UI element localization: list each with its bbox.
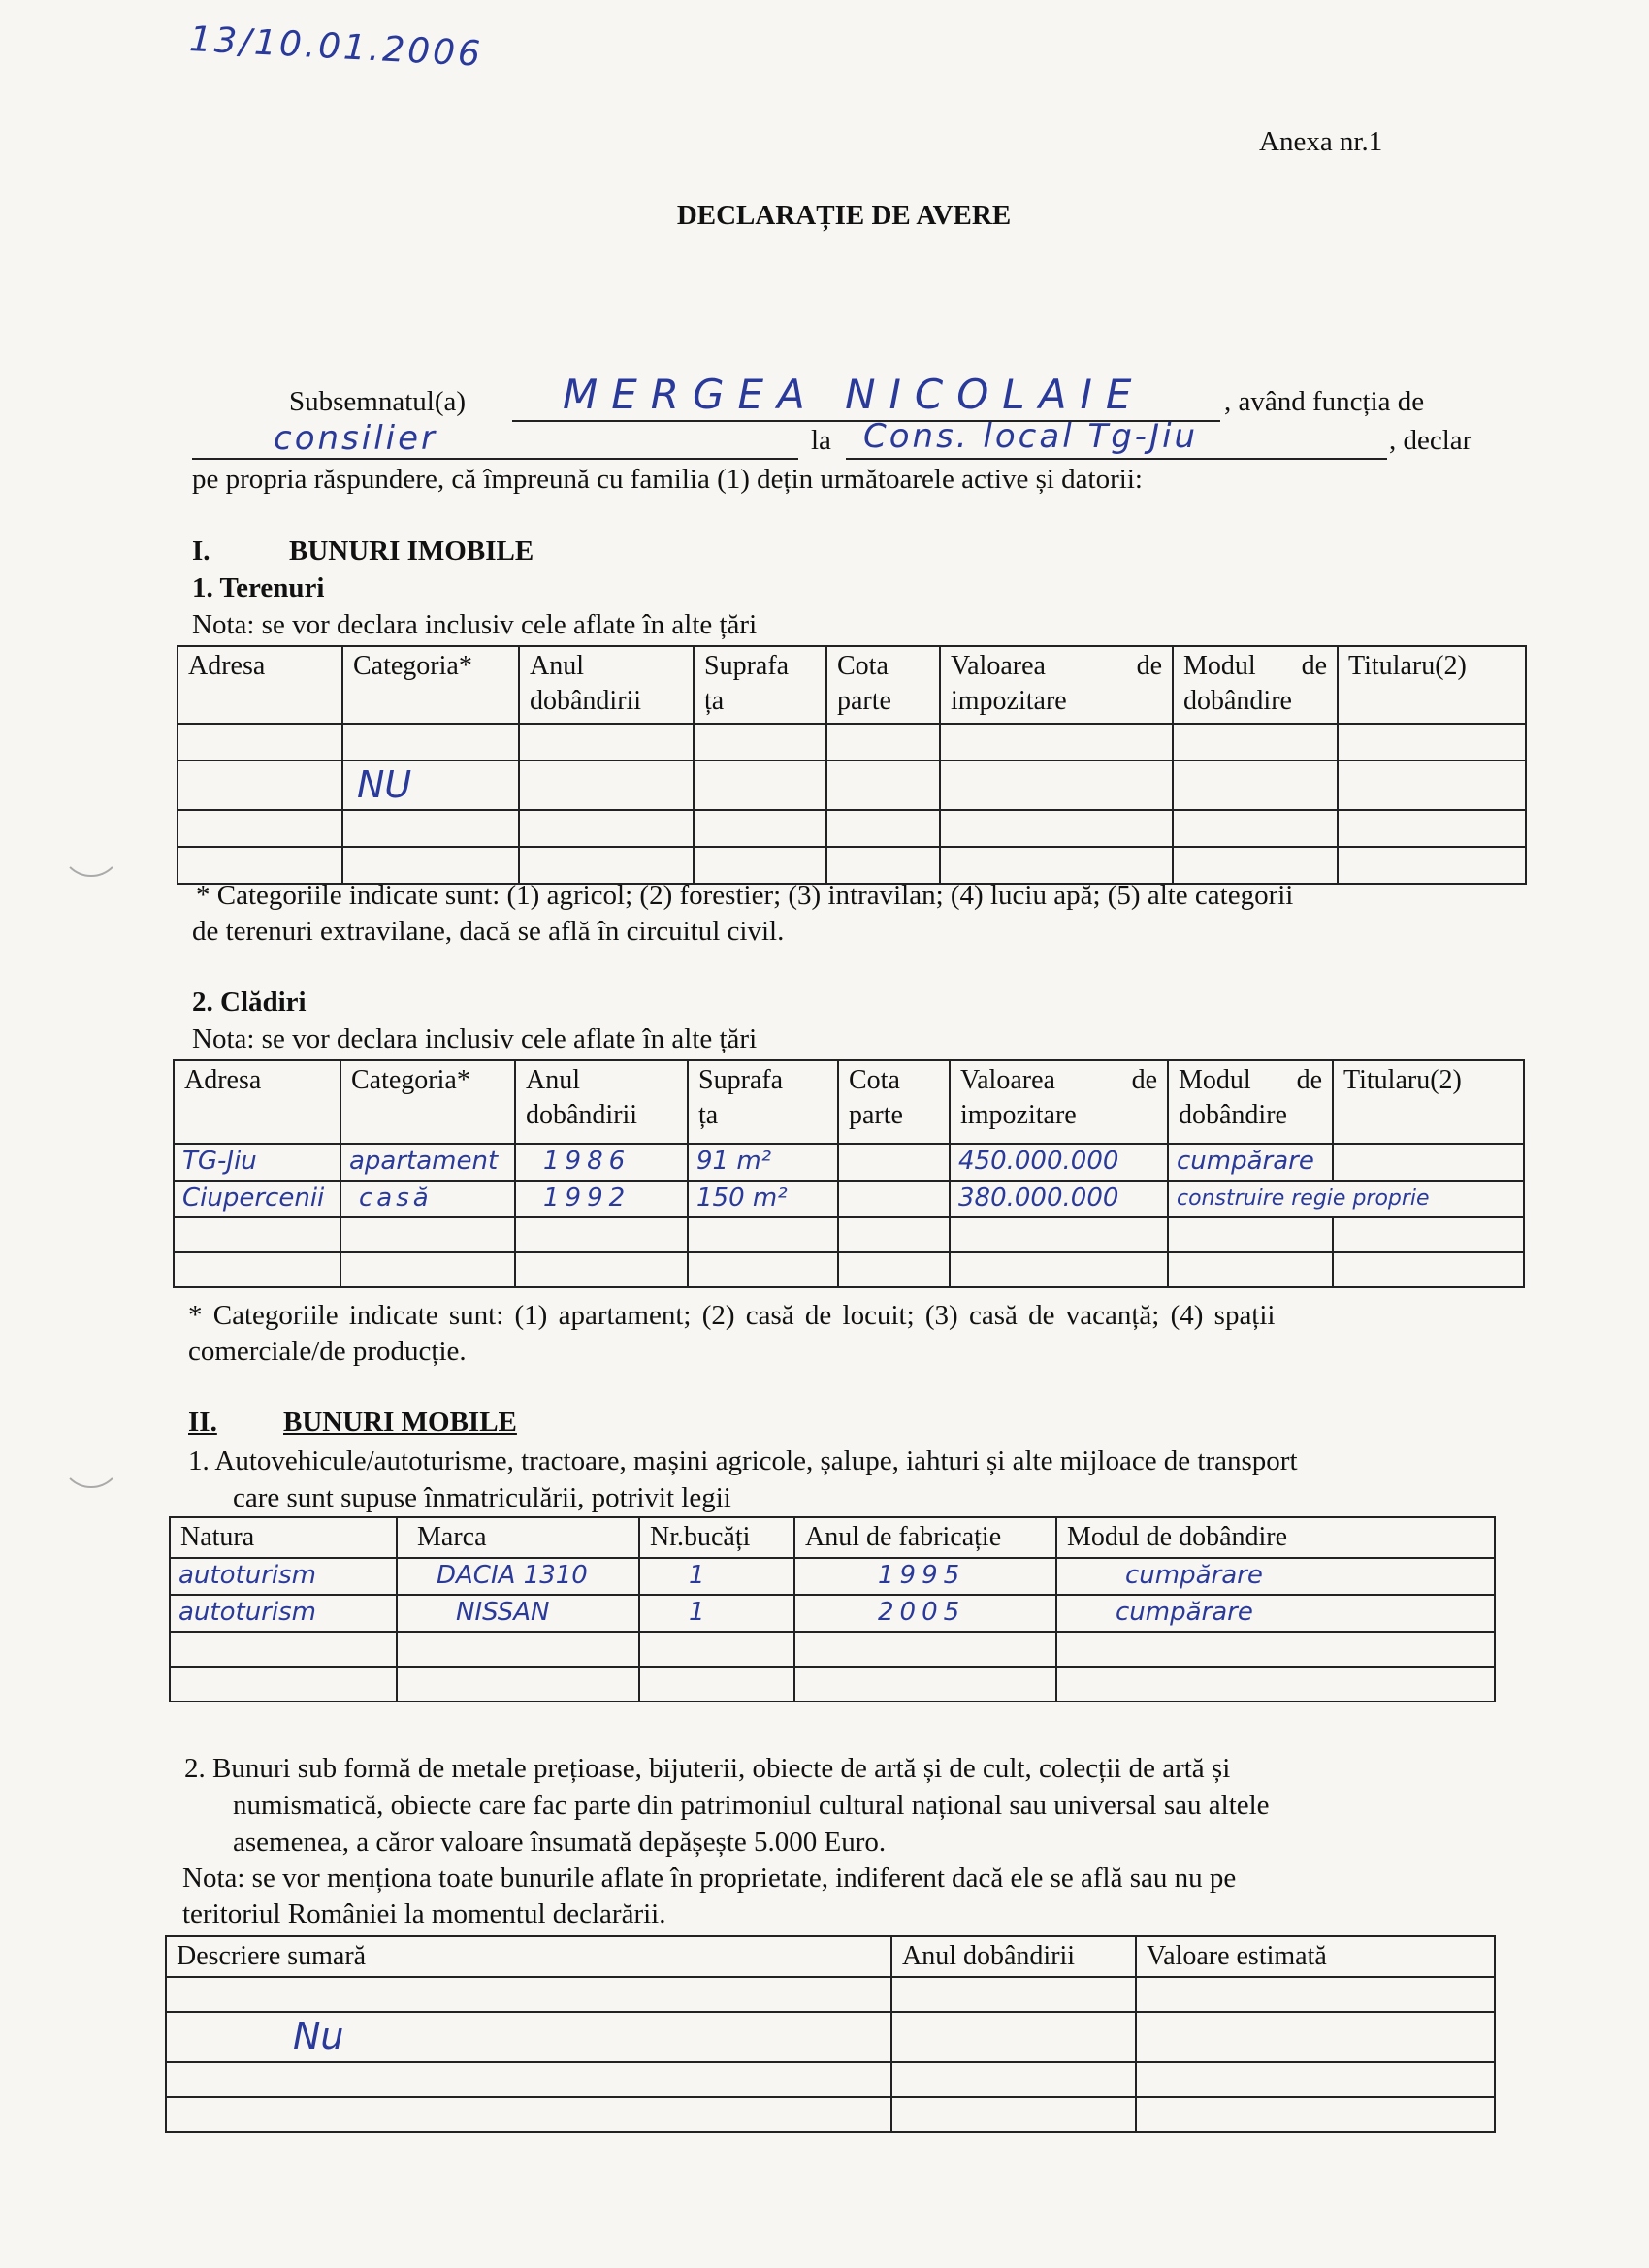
col-header-descriere: Descriere sumară xyxy=(166,1936,891,1977)
cell-natura: autoturism xyxy=(170,1558,397,1595)
col-header-cota: Cota parte xyxy=(838,1060,950,1144)
section1-roman: I. xyxy=(192,535,210,567)
cell-adresa: TG-Jiu xyxy=(174,1144,340,1181)
table-row xyxy=(170,1558,1495,1595)
col-header-valoare: Valoare estimată xyxy=(1136,1936,1495,1977)
cell-suprafata: 91 m² xyxy=(688,1144,838,1181)
cell-nr-bucati: 1 xyxy=(639,1595,794,1632)
cell-marca: NISSAN xyxy=(397,1595,639,1632)
cell-anul-fabricatie: 1995 xyxy=(794,1558,1056,1595)
bunuri-note-1: Nota: se vor menționa toate bunurile aflate în proprietate, indiferent dacă ele se află sau nu pe xyxy=(182,1863,1237,1894)
vehicule-header-row xyxy=(170,1517,1495,1558)
col-header-adresa: Adresa xyxy=(178,646,342,724)
col-header-titular: Titularu(2) xyxy=(1338,646,1526,724)
col-header-categoria: Categoria* xyxy=(342,646,519,724)
cell-modul: cumpărare xyxy=(1168,1144,1333,1181)
col-header-natura: Natura xyxy=(170,1517,397,1558)
cell-cota xyxy=(838,1144,950,1181)
vehicule-text-2: care sunt supuse înmatriculării, potrivit legii xyxy=(233,1482,731,1513)
table-row xyxy=(170,1595,1495,1632)
col-header-anul-fabricatie: Anul de fabricație xyxy=(794,1517,1056,1558)
cladiri-note: Nota: se vor declara inclusiv cele aflate în alte țări xyxy=(192,1023,758,1054)
institutia-value: Cons. local Tg-Jiu xyxy=(863,417,1199,456)
terenuri-footnote-2: de terenuri extravilane, dacă se află în circuitul civil. xyxy=(192,916,785,947)
col-header-suprafata: Suprafa ța xyxy=(688,1060,838,1144)
bunuri-table xyxy=(165,1935,1496,2133)
cell-suprafata: 150 m² xyxy=(688,1181,838,1217)
terenuri-handwritten-nu: NU xyxy=(357,763,412,806)
col-header-suprafata: Suprafa ța xyxy=(694,646,826,724)
table-row xyxy=(178,724,1526,761)
cell-natura: autoturism xyxy=(170,1595,397,1632)
table-row xyxy=(166,2012,1495,2061)
col-header-cota: Cota parte xyxy=(826,646,940,724)
cell-adresa: Ciupercenii xyxy=(174,1181,340,1217)
table-row xyxy=(178,847,1526,884)
table-row xyxy=(174,1181,1524,1217)
cladiri-heading: 2. Clădiri xyxy=(192,987,307,1018)
bunuri-text-1: 2. Bunuri sub formă de metale prețioase, bijuterii, obiecte de artă și de cult, colecții de artă și xyxy=(184,1753,1231,1784)
table-row xyxy=(178,761,1526,810)
bunuri-note-2: teritoriul României la momentul declarării. xyxy=(182,1898,666,1929)
col-header-titular: Titularu(2) xyxy=(1333,1060,1524,1144)
col-header-modul: Modul de dobândire xyxy=(1173,646,1338,724)
cell-valoarea: 380.000.000 xyxy=(950,1181,1168,1217)
table-row xyxy=(174,1252,1524,1287)
section1-title: BUNURI IMOBILE xyxy=(289,535,534,567)
terenuri-table xyxy=(177,645,1527,885)
handwritten-date: 13/10.01.2006 xyxy=(188,19,484,75)
terenuri-heading: 1. Terenuri xyxy=(192,572,325,603)
cell-nr-bucati: 1 xyxy=(639,1558,794,1595)
cell-categoria: apartament xyxy=(340,1144,515,1181)
cell-anul: 1992 xyxy=(515,1181,688,1217)
cladiri-header-row xyxy=(174,1060,1524,1144)
vehicule-text-1: 1. Autovehicule/autoturisme, tractoare, mașini agricole, șalupe, iahturi și alte mijloace de transport xyxy=(188,1445,1298,1476)
col-header-adresa: Adresa xyxy=(174,1060,340,1144)
col-header-modul: Modul de dobândire xyxy=(1168,1060,1333,1144)
declar-label: , declar xyxy=(1389,425,1472,456)
table-row xyxy=(166,2097,1495,2132)
intro-line3: pe propria răspundere, că împreună cu familia (1) dețin următoarele active și datorii: xyxy=(192,464,1143,495)
cell-modul: construire regie proprie xyxy=(1168,1181,1524,1217)
col-header-valoarea: Valoarea de impozitare xyxy=(940,646,1173,724)
table-row xyxy=(170,1667,1495,1701)
cell-valoarea: 450.000.000 xyxy=(950,1144,1168,1181)
table-row xyxy=(178,810,1526,847)
col-header-nr-bucati: Nr.bucăți xyxy=(639,1517,794,1558)
cell-categoria: casă xyxy=(340,1181,515,1217)
bunuri-text-2: numismatică, obiecte care fac parte din patrimoniul cultural național sau universal sau altele xyxy=(233,1790,1270,1821)
col-header-valoarea: Valoarea de impozitare xyxy=(950,1060,1168,1144)
col-header-anul: Anul dobândirii xyxy=(515,1060,688,1144)
punch-hole-mark xyxy=(60,1426,122,1488)
functia-underline xyxy=(192,458,798,460)
col-header-anul-dobandirii: Anul dobândirii xyxy=(891,1936,1136,1977)
col-header-modul: Modul de dobândire xyxy=(1056,1517,1495,1558)
cell-anul-fabricatie: 2005 xyxy=(794,1595,1056,1632)
table-row xyxy=(166,1977,1495,2012)
terenuri-header-row xyxy=(178,646,1526,724)
cell-modul: cumpărare xyxy=(1056,1558,1495,1595)
bunuri-header-row xyxy=(166,1936,1495,1977)
bunuri-text-3: asemenea, a căror valoare însumată depășește 5.000 Euro. xyxy=(233,1827,887,1858)
cladiri-footnote-1: * Categoriile indicate sunt: (1) apartament; (2) casă de locuit; (3) casă de vacanță; (4) spații xyxy=(188,1300,1276,1331)
functia-label: , având funcția de xyxy=(1224,386,1425,417)
section2-title: BUNURI MOBILE xyxy=(283,1407,517,1438)
col-header-marca: Marca xyxy=(397,1517,639,1558)
cell-anul: 1986 xyxy=(515,1144,688,1181)
cladiri-table xyxy=(173,1059,1525,1288)
cladiri-footnote-2: comerciale/de producție. xyxy=(188,1336,467,1367)
vehicule-table xyxy=(169,1516,1496,1702)
punch-hole-mark xyxy=(60,815,122,877)
table-row xyxy=(174,1217,1524,1252)
cell-modul: cumpărare xyxy=(1056,1595,1495,1632)
page-title: DECLARAȚIE DE AVERE xyxy=(676,200,1012,231)
section2-roman: II. xyxy=(188,1407,217,1438)
annex-label: Anexa nr.1 xyxy=(1259,126,1383,157)
terenuri-note: Nota: se vor declara inclusiv cele aflate în alte țări xyxy=(192,609,758,640)
col-header-anul: Anul dobândirii xyxy=(519,646,694,724)
table-row xyxy=(166,2062,1495,2097)
bunuri-handwritten-nu: Nu xyxy=(293,2015,344,2058)
col-header-categoria: Categoria* xyxy=(340,1060,515,1144)
cell-cota xyxy=(838,1181,950,1217)
declarant-name: MERGEA NICOLAIE xyxy=(563,371,1146,418)
cell-titular xyxy=(1333,1144,1524,1181)
la-label: la xyxy=(811,425,831,456)
cell-marca: DACIA 1310 xyxy=(397,1558,639,1595)
institutia-underline xyxy=(846,458,1387,460)
subsemnatul-label: Subsemnatul(a) xyxy=(289,386,467,417)
functia-value: consilier xyxy=(274,419,437,458)
terenuri-footnote-1: * Categoriile indicate sunt: (1) agricol; (2) forestier; (3) intravilan; (4) luciu apă; (5) alte categorii xyxy=(196,880,1294,911)
table-row xyxy=(174,1144,1524,1181)
table-row xyxy=(170,1632,1495,1667)
